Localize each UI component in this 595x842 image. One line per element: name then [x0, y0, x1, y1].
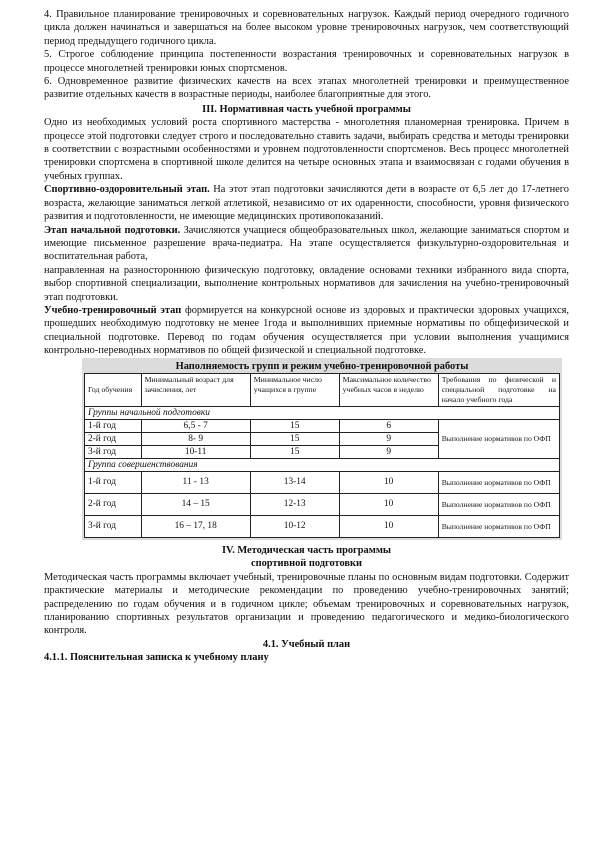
cell-requirements: Выполнение нормативов по ОФП — [438, 471, 559, 493]
section3-intro: Одно из необходимых условий роста спортивного мастерства - многолетняя планомерная тренировка. Причем в процессе этой подготовки следует строго и последовательно ставить задачи, выбирать средства и методы тренировки в соответствии с возрастными особенностями и уровнем подготовленности спортсменов. Весь процесс многолетней тренировки спортсмена в спортивной школе делится на четыре основных этапа и взаимосвязан с годами обучения в учебных группах. — [44, 117, 569, 182]
cell-hours: 6 — [339, 419, 438, 432]
cell-year: 2-й год — [85, 493, 142, 515]
header-requirements: Требования по физической и специальной подготовке на начало учебного года — [438, 373, 559, 406]
group-label-advanced: Группа совершенствования — [85, 458, 560, 471]
cell-hours: 10 — [339, 493, 438, 515]
cell-hours: 9 — [339, 432, 438, 445]
table-title: Наполняемость групп и режим учебно-тренировочной работы — [175, 360, 469, 372]
stage3-paragraph — [44, 304, 569, 358]
section3-heading: III. Нормативная часть учебной программы — [202, 103, 411, 115]
cell-min-students: 10-12 — [250, 515, 339, 537]
section4-text: Методическая часть программы включает учебный, тренировочные планы по основным видам подготовки. Содержит практические материалы и методические рекомендации по проведению учебно-тренировочных занятий; распределению по годам обучения и в годичном цикле; объемам тренировочных и соревновательных нагрузок, планированию спортивных результатов организации и проведению педагогического и медико-биологического контроля. — [44, 571, 569, 637]
cell-hours: 10 — [339, 471, 438, 493]
stage2-label: Этап начальной подготовки. — [44, 224, 181, 236]
cell-hours: 9 — [339, 445, 438, 458]
table-row — [85, 493, 560, 515]
header-year: Год обучения — [85, 373, 142, 406]
stage2-paragraph-continued: направленная на разностороннюю физическую подготовку, овладение основами техники избранного вида спорта, выбор спортивной специализации, выполнение контрольных нормативов для зачисления на учебно-тренировочный этап подготовки. — [44, 264, 569, 303]
cell-requirements: Выполнение нормативов по ОФП — [438, 493, 559, 515]
group-label-initial: Группы начальной подготовки — [85, 406, 560, 419]
cell-year: 3-й год — [85, 515, 142, 537]
table-row — [85, 515, 560, 537]
cell-min-students: 12-13 — [250, 493, 339, 515]
stage3-text: формируется на конкурсной основе из здоровых и практически здоровых учащихся, прошедших необходимую подготовку не менее 1года и выполнивших приемные нормативы по общефизической и специальной подготовке. Перевод по годам обучения осуществляется при условии выполнения учащимися контрольно-переводных нормативов по общей физической и специальной подготовке. — [44, 304, 569, 357]
cell-min-students: 15 — [250, 432, 339, 445]
cell-requirements: Выполнение нормативов по ОФП — [438, 419, 559, 458]
subsubsection-heading: 4.1.1. Пояснительная записка к учебному плану — [44, 652, 269, 664]
cell-min-students: 13-14 — [250, 471, 339, 493]
list-item-6: 6. Одновременное развитие физических качеств на всех этапах многолетней тренировки и преимущественное развитие отдельных качеств в возрастные периоды, наиболее благоприятные для этого. — [44, 76, 569, 101]
list-item-5: 5. Строгое соблюдение принципа постепенности возрастания тренировочных и соревновательных нагрузок в процессе многолетней тренировки юных спортсменов. — [44, 49, 569, 74]
table-row — [85, 471, 560, 493]
cell-age: 11 - 13 — [141, 471, 250, 493]
cell-year: 2-й год — [85, 432, 142, 445]
groups-table-container — [82, 358, 562, 540]
cell-requirements: Выполнение нормативов по ОФП — [438, 515, 559, 537]
subsection-heading: 4.1. Учебный план — [262, 638, 351, 650]
groups-table — [84, 373, 560, 538]
cell-age: 16 – 17, 18 — [141, 515, 250, 537]
cell-year: 3-й год — [85, 445, 142, 458]
stage3-label: Учебно-тренировочный этап — [44, 304, 182, 316]
list-item-4: 4. Правильное планирование тренировочных и соревновательных нагрузок. Каждый период очередного годичного цикла должен начинаться и завершаться на более высоком уровне тренировочных нагрузок, чем соответствующий период предыдущего годичного цикла. — [44, 9, 569, 47]
section4-heading: IV. Методическая часть программы — [221, 544, 392, 556]
table-group-row — [85, 458, 560, 471]
cell-year: 1-й год — [85, 471, 142, 493]
header-min-students: Минимальное число учащихся в группе — [250, 373, 339, 406]
document-page — [44, 8, 569, 665]
cell-year: 1-й год — [85, 419, 142, 432]
section4-heading-line2: спортивной подготовки — [250, 558, 363, 570]
header-min-age: Минимальный возраст для зачисления, лет — [141, 373, 250, 406]
stage1-paragraph — [44, 183, 569, 223]
cell-min-students: 15 — [250, 419, 339, 432]
table-row — [85, 419, 560, 432]
cell-age: 8- 9 — [141, 432, 250, 445]
cell-age: 6,5 - 7 — [141, 419, 250, 432]
stage1-text: На этот этап подготовки зачисляются дети в возрасте от 6,5 лет до 17-летнего возраста, желающие заниматься легкой атлетикой, независимо от их одаренности, способности, уровня физического развития и подготовленности, не имеющие медицинских противопоказаний. — [44, 184, 569, 223]
stage1-label: Спортивно-оздоровительный этап. — [44, 184, 210, 196]
cell-age: 14 – 15 — [141, 493, 250, 515]
stage2-paragraph — [44, 224, 569, 264]
table-group-row — [85, 406, 560, 419]
cell-hours: 10 — [339, 515, 438, 537]
table-header-row — [85, 373, 560, 406]
cell-min-students: 15 — [250, 445, 339, 458]
header-max-hours: Максимальное количество учебных часов в неделю — [339, 373, 438, 406]
stage2-text: Зачисляются учащиеся общеобразовательных школ, желающие заниматься спортом и имеющие письменное разрешение врача-педиатра. На этапе осуществляется физкультурно-оздоровительная и воспитательная работа, — [44, 224, 570, 263]
cell-age: 10-11 — [141, 445, 250, 458]
